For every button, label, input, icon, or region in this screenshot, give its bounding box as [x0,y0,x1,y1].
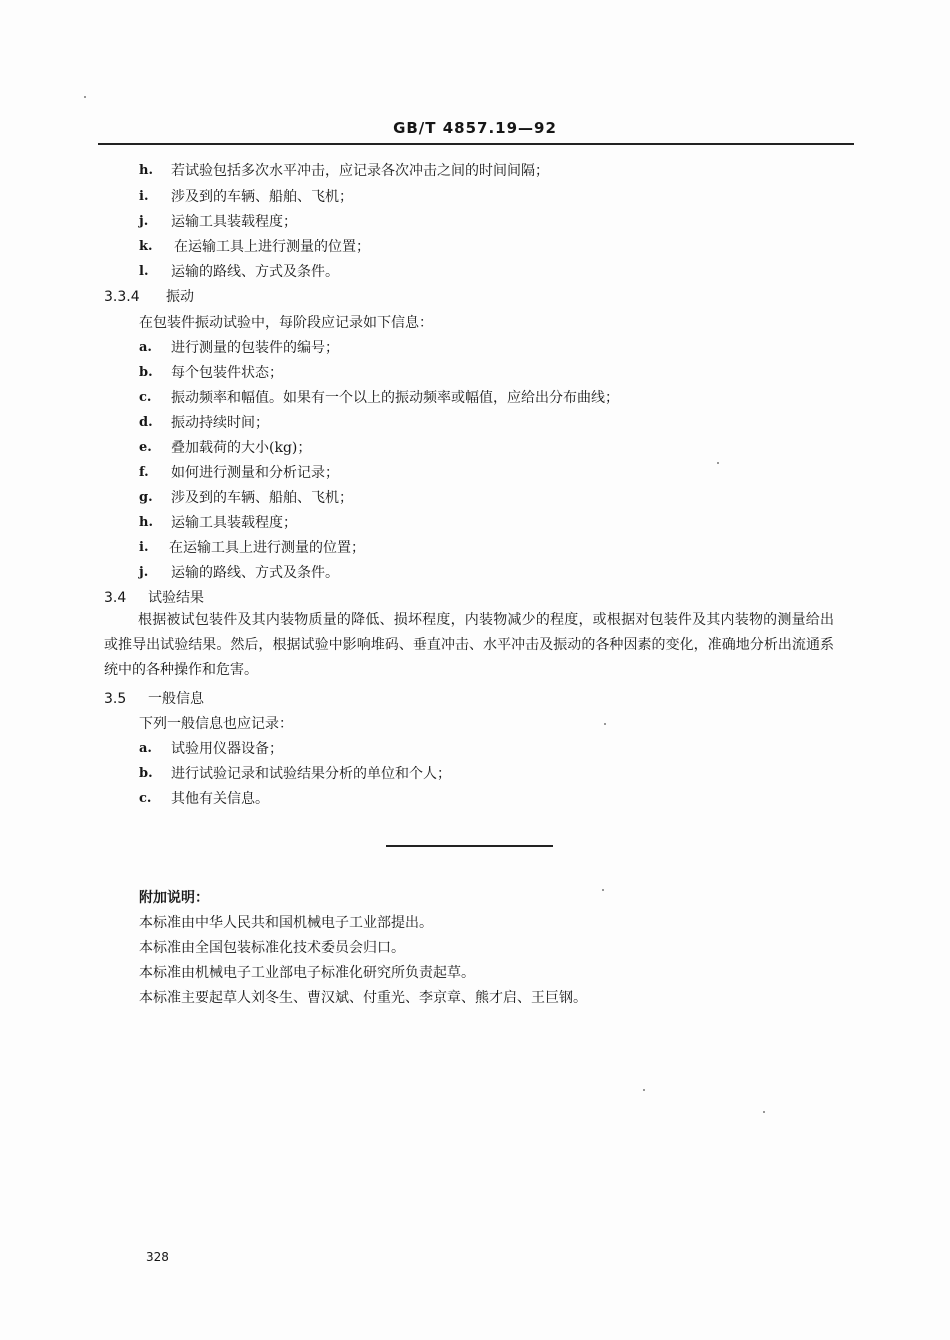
scan-speck [717,462,719,464]
notes-title: 附加说明： [139,890,209,906]
note-line: 本标准由机械电子工业部电子标准化研究所负责起草。 [139,965,475,981]
list-item-label: g. [139,490,153,505]
list-item-label: i. [139,540,149,555]
list-item-text: 若试验包括多次水平冲击，应记录各次冲击之间的时间间隔； [171,163,549,179]
list-item-text: 如何进行测量和分析记录； [171,465,339,481]
list-item-text: 进行测量的包装件的编号； [171,340,339,356]
list-item-text: 振动持续时间； [171,415,269,431]
header-rule [98,143,854,145]
scan-speck [84,96,86,98]
section-number: 3.4 [104,590,127,606]
list-item-text: 运输的路线、方式及条件。 [171,264,339,280]
scan-speck [604,723,606,725]
list-item-label: c. [139,390,152,405]
list-item-label: f. [139,465,149,480]
list-item-label: c. [139,791,152,806]
list-item-label: j. [139,565,149,580]
note-line: 本标准主要起草人刘冬生、曹汉斌、付重光、李京章、熊才启、王巨钢。 [139,990,587,1006]
section-number: 3.3.4 [104,289,140,305]
list-item-text: 其他有关信息。 [171,791,269,807]
section-intro: 下列一般信息也应记录： [139,716,293,732]
list-item-text: 运输工具装载程度； [171,214,297,230]
section-title: 一般信息 [148,691,204,707]
list-item-text: 叠加载荷的大小(kg)； [171,440,312,456]
list-item-label: k. [139,239,153,254]
list-item-text: 在运输工具上进行测量的位置； [169,540,365,556]
page-number: 328 [146,1250,169,1264]
list-item-text: 运输的路线、方式及条件。 [171,565,339,581]
section-body: 根据被试包装件及其内装物质量的降低、损坏程度，内装物减少的程度，或根据对包装件及其内装物的测量给出或推导出试验结果。然后，根据试验中影响堆码、垂直冲击、水平冲击及振动的各种因素的变化，准确地分析出流通系统中的各种操作和危害。 [104,612,834,678]
note-line: 本标准由中华人民共和国机械电子工业部提出。 [139,915,433,931]
list-item-label: h. [139,515,153,530]
list-item-text: 涉及到的车辆、船舶、飞机； [171,189,353,205]
scan-speck [763,1111,765,1113]
scan-speck [602,889,604,891]
list-item-label: a. [139,340,152,355]
list-item-label: h. [139,163,153,178]
list-item-text: 试验用仪器设备； [171,741,283,757]
list-item-text: 涉及到的车辆、船舶、飞机； [171,490,353,506]
section-title: 试验结果 [148,590,204,606]
note-line: 本标准由全国包装标准化技术委员会归口。 [139,940,405,956]
list-item-text: 进行试验记录和试验结果分析的单位和个人； [171,766,451,782]
list-item-label: e. [139,440,152,455]
list-item-label: b. [139,766,153,781]
standard-code-header: GB/T 4857.19—92 [393,119,557,137]
list-item-label: b. [139,365,153,380]
scan-speck [643,1089,645,1091]
list-item-text: 在运输工具上进行测量的位置； [174,239,370,255]
list-item-label: a. [139,741,152,756]
list-item-text: 每个包装件状态； [171,365,283,381]
list-item-label: i. [139,189,149,204]
section-intro: 在包装件振动试验中，每阶段应记录如下信息： [139,315,433,331]
section-number: 3.5 [104,691,127,707]
list-item-text: 振动频率和幅值。如果有一个以上的振动频率或幅值，应给出分布曲线； [171,390,619,406]
list-item-label: d. [139,415,153,430]
section-title: 振动 [166,289,194,305]
list-item-label: l. [139,264,149,279]
list-item-label: j. [139,214,149,229]
list-item-text: 运输工具装载程度； [171,515,297,531]
end-rule [386,845,553,847]
